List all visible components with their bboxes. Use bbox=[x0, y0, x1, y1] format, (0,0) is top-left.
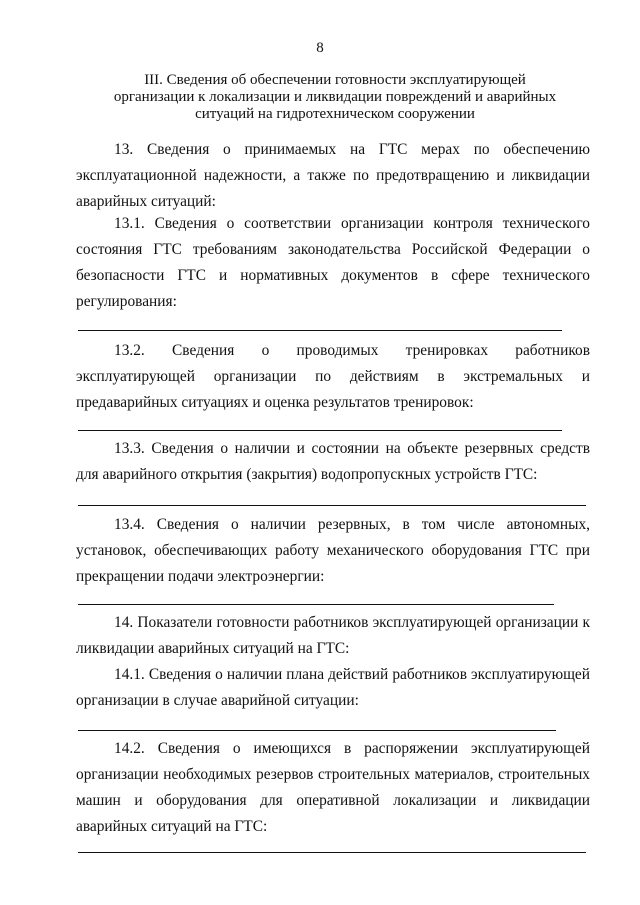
section-title bbox=[100, 72, 570, 123]
paragraph-13: 13. Сведения о принимаемых на ГТС мерах по обеспечению эксплуатационной надежности, а также по предотвращению и ликвидации аварийных ситуаций: bbox=[76, 141, 590, 210]
answer-line-14-2[interactable] bbox=[78, 852, 586, 853]
page-number: 8 bbox=[316, 40, 324, 56]
paragraph-14-1: 14.1. Сведения о наличии плана действий работников эксплуатирующей организации в случае аварийной ситуации: bbox=[76, 666, 590, 709]
section-title-line-2: организации к локализации и ликвидации повреждений и аварийных bbox=[113, 89, 557, 105]
paragraph-13-4: 13.4. Сведения о наличии резервных, в том числе автономных, установок, обеспечивающих работу механического оборудования ГТС при прекращении подачи электроэнергии: bbox=[76, 516, 590, 585]
paragraph-14-2: 14.2. Сведения о имеющихся в распоряжении эксплуатирующей организации необходимых резервов строительных материалов, строительных машин и оборудования для оперативной локализации и ликвидации аварийных ситуаций на ГТС: bbox=[76, 740, 590, 835]
answer-line-13-2[interactable] bbox=[78, 430, 562, 431]
paragraph-14: 14. Показатели готовности работников эксплуатирующей организации к ликвидации аварийных ситуаций на ГТС: bbox=[76, 614, 590, 657]
answer-line-14-1[interactable] bbox=[78, 730, 556, 731]
section-title-line-3: ситуаций на гидротехническом сооружении bbox=[195, 106, 475, 122]
section-title-line-1: III. Сведения об обеспечении готовности эксплуатирующей bbox=[144, 72, 526, 88]
paragraph-13-2: 13.2. Сведения о проводимых тренировках работников эксплуатирующей организации по действиям в экстремальных и предаварийных ситуациях и оценка результатов тренировок: bbox=[76, 342, 590, 411]
answer-line-13-1[interactable] bbox=[78, 330, 562, 331]
paragraph-13-3: 13.3. Сведения о наличии и состоянии на объекте резервных средств для аварийного открытия (закрытия) водопропускных устройств ГТС: bbox=[76, 440, 590, 483]
answer-line-13-4[interactable] bbox=[78, 604, 554, 605]
answer-line-13-3[interactable] bbox=[78, 505, 586, 506]
paragraph-13-1: 13.1. Сведения о соответствии организации контроля технического состояния ГТС требованиям законодательства Российской Федерации о безопасности ГТС и нормативных документов в сфере технического регулирования: bbox=[76, 215, 590, 310]
